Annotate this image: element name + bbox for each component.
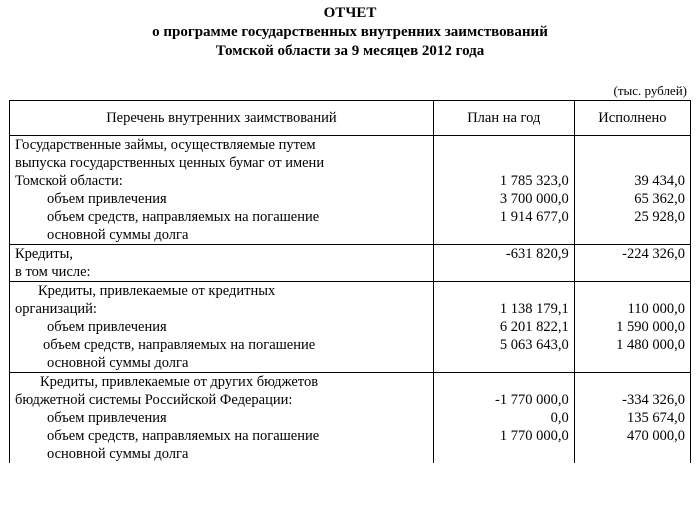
gov-loans-attract-label: объем привлечения [10, 190, 434, 208]
table-row [10, 300, 691, 318]
credit-orgs-repay-label-2: основной суммы долга [10, 354, 434, 373]
credit-orgs-repay-done: 1 480 000,0 [574, 336, 690, 354]
credit-orgs-label-2: организаций: [10, 300, 434, 318]
table-row [10, 208, 691, 226]
table-row [10, 373, 691, 392]
report-title [0, 4, 700, 61]
title-line-1: ОТЧЕТ [323, 5, 377, 21]
table-row [10, 282, 691, 301]
gov-loans-attract-plan: 3 700 000,0 [433, 190, 574, 208]
table-row [10, 136, 691, 155]
table-row [10, 445, 691, 463]
budget-credits-repay-label-1: объем средств, направляемых на погашение [10, 427, 434, 445]
credits-done: -224 326,0 [574, 245, 690, 264]
credit-orgs-label-1: Кредиты, привлекаемые от кредитных [10, 282, 434, 301]
table-row [10, 318, 691, 336]
credit-orgs-attract-plan: 6 201 822,1 [433, 318, 574, 336]
budget-credits-repay-plan: 1 770 000,0 [433, 427, 574, 445]
header-list: Перечень внутренних заимствований [10, 101, 434, 136]
budget-credits-repay-done: 470 000,0 [574, 427, 690, 445]
title-line-2: о программе государственных внутренних заимствований [152, 24, 548, 40]
credit-orgs-attract-label: объем привлечения [10, 318, 434, 336]
budget-credits-repay-label-2: основной суммы долга [10, 445, 434, 463]
header-plan: План на год [433, 101, 574, 136]
table-row [10, 190, 691, 208]
table-row [10, 154, 691, 172]
header-done: Исполнено [574, 101, 690, 136]
table-row [10, 336, 691, 354]
gov-loans-attract-done: 65 362,0 [574, 190, 690, 208]
table-row [10, 172, 691, 190]
gov-loans-repay-label-2: основной суммы долга [10, 226, 434, 245]
credits-sub-label: в том числе: [10, 263, 434, 282]
budget-credits-label-1: Кредиты, привлекаемые от других бюджетов [10, 373, 434, 392]
table-row [10, 391, 691, 409]
budget-credits-done: -334 326,0 [574, 391, 690, 409]
gov-loans-plan: 1 785 323,0 [433, 172, 574, 190]
budget-credits-label-2: бюджетной системы Российской Федерации: [10, 391, 434, 409]
table-row [10, 427, 691, 445]
credit-orgs-attract-done: 1 590 000,0 [574, 318, 690, 336]
table-row [10, 245, 691, 264]
gov-loans-repay-done: 25 928,0 [574, 208, 690, 226]
credit-orgs-done: 110 000,0 [574, 300, 690, 318]
table-header-row [10, 101, 691, 136]
credit-orgs-repay-label-1: объем средств, направляемых на погашение [10, 336, 434, 354]
budget-credits-attract-label: объем привлечения [10, 409, 434, 427]
credits-plan: -631 820,9 [433, 245, 574, 264]
table-row [10, 409, 691, 427]
gov-loans-label-1: Государственные займы, осуществляемые путем [10, 136, 434, 155]
budget-credits-plan: -1 770 000,0 [433, 391, 574, 409]
gov-loans-repay-label-1: объем средств, направляемых на погашение [10, 208, 434, 226]
gov-loans-done: 39 434,0 [574, 172, 690, 190]
gov-loans-label-3: Томской области: [10, 172, 434, 190]
table-row [10, 226, 691, 245]
gov-loans-repay-plan: 1 914 677,0 [433, 208, 574, 226]
borrowings-table [9, 100, 691, 463]
credit-orgs-repay-plan: 5 063 643,0 [433, 336, 574, 354]
budget-credits-attract-plan: 0,0 [433, 409, 574, 427]
gov-loans-label-2: выпуска государственных ценных бумаг от имени [10, 154, 434, 172]
table-row [10, 354, 691, 373]
title-line-3: Томской области за 9 месяцев 2012 года [215, 43, 485, 59]
credit-orgs-plan: 1 138 179,1 [433, 300, 574, 318]
budget-credits-attract-done: 135 674,0 [574, 409, 690, 427]
table-row [10, 263, 691, 282]
credits-label: Кредиты, [10, 245, 434, 264]
units-note: (тыс. рублей) [613, 83, 687, 98]
